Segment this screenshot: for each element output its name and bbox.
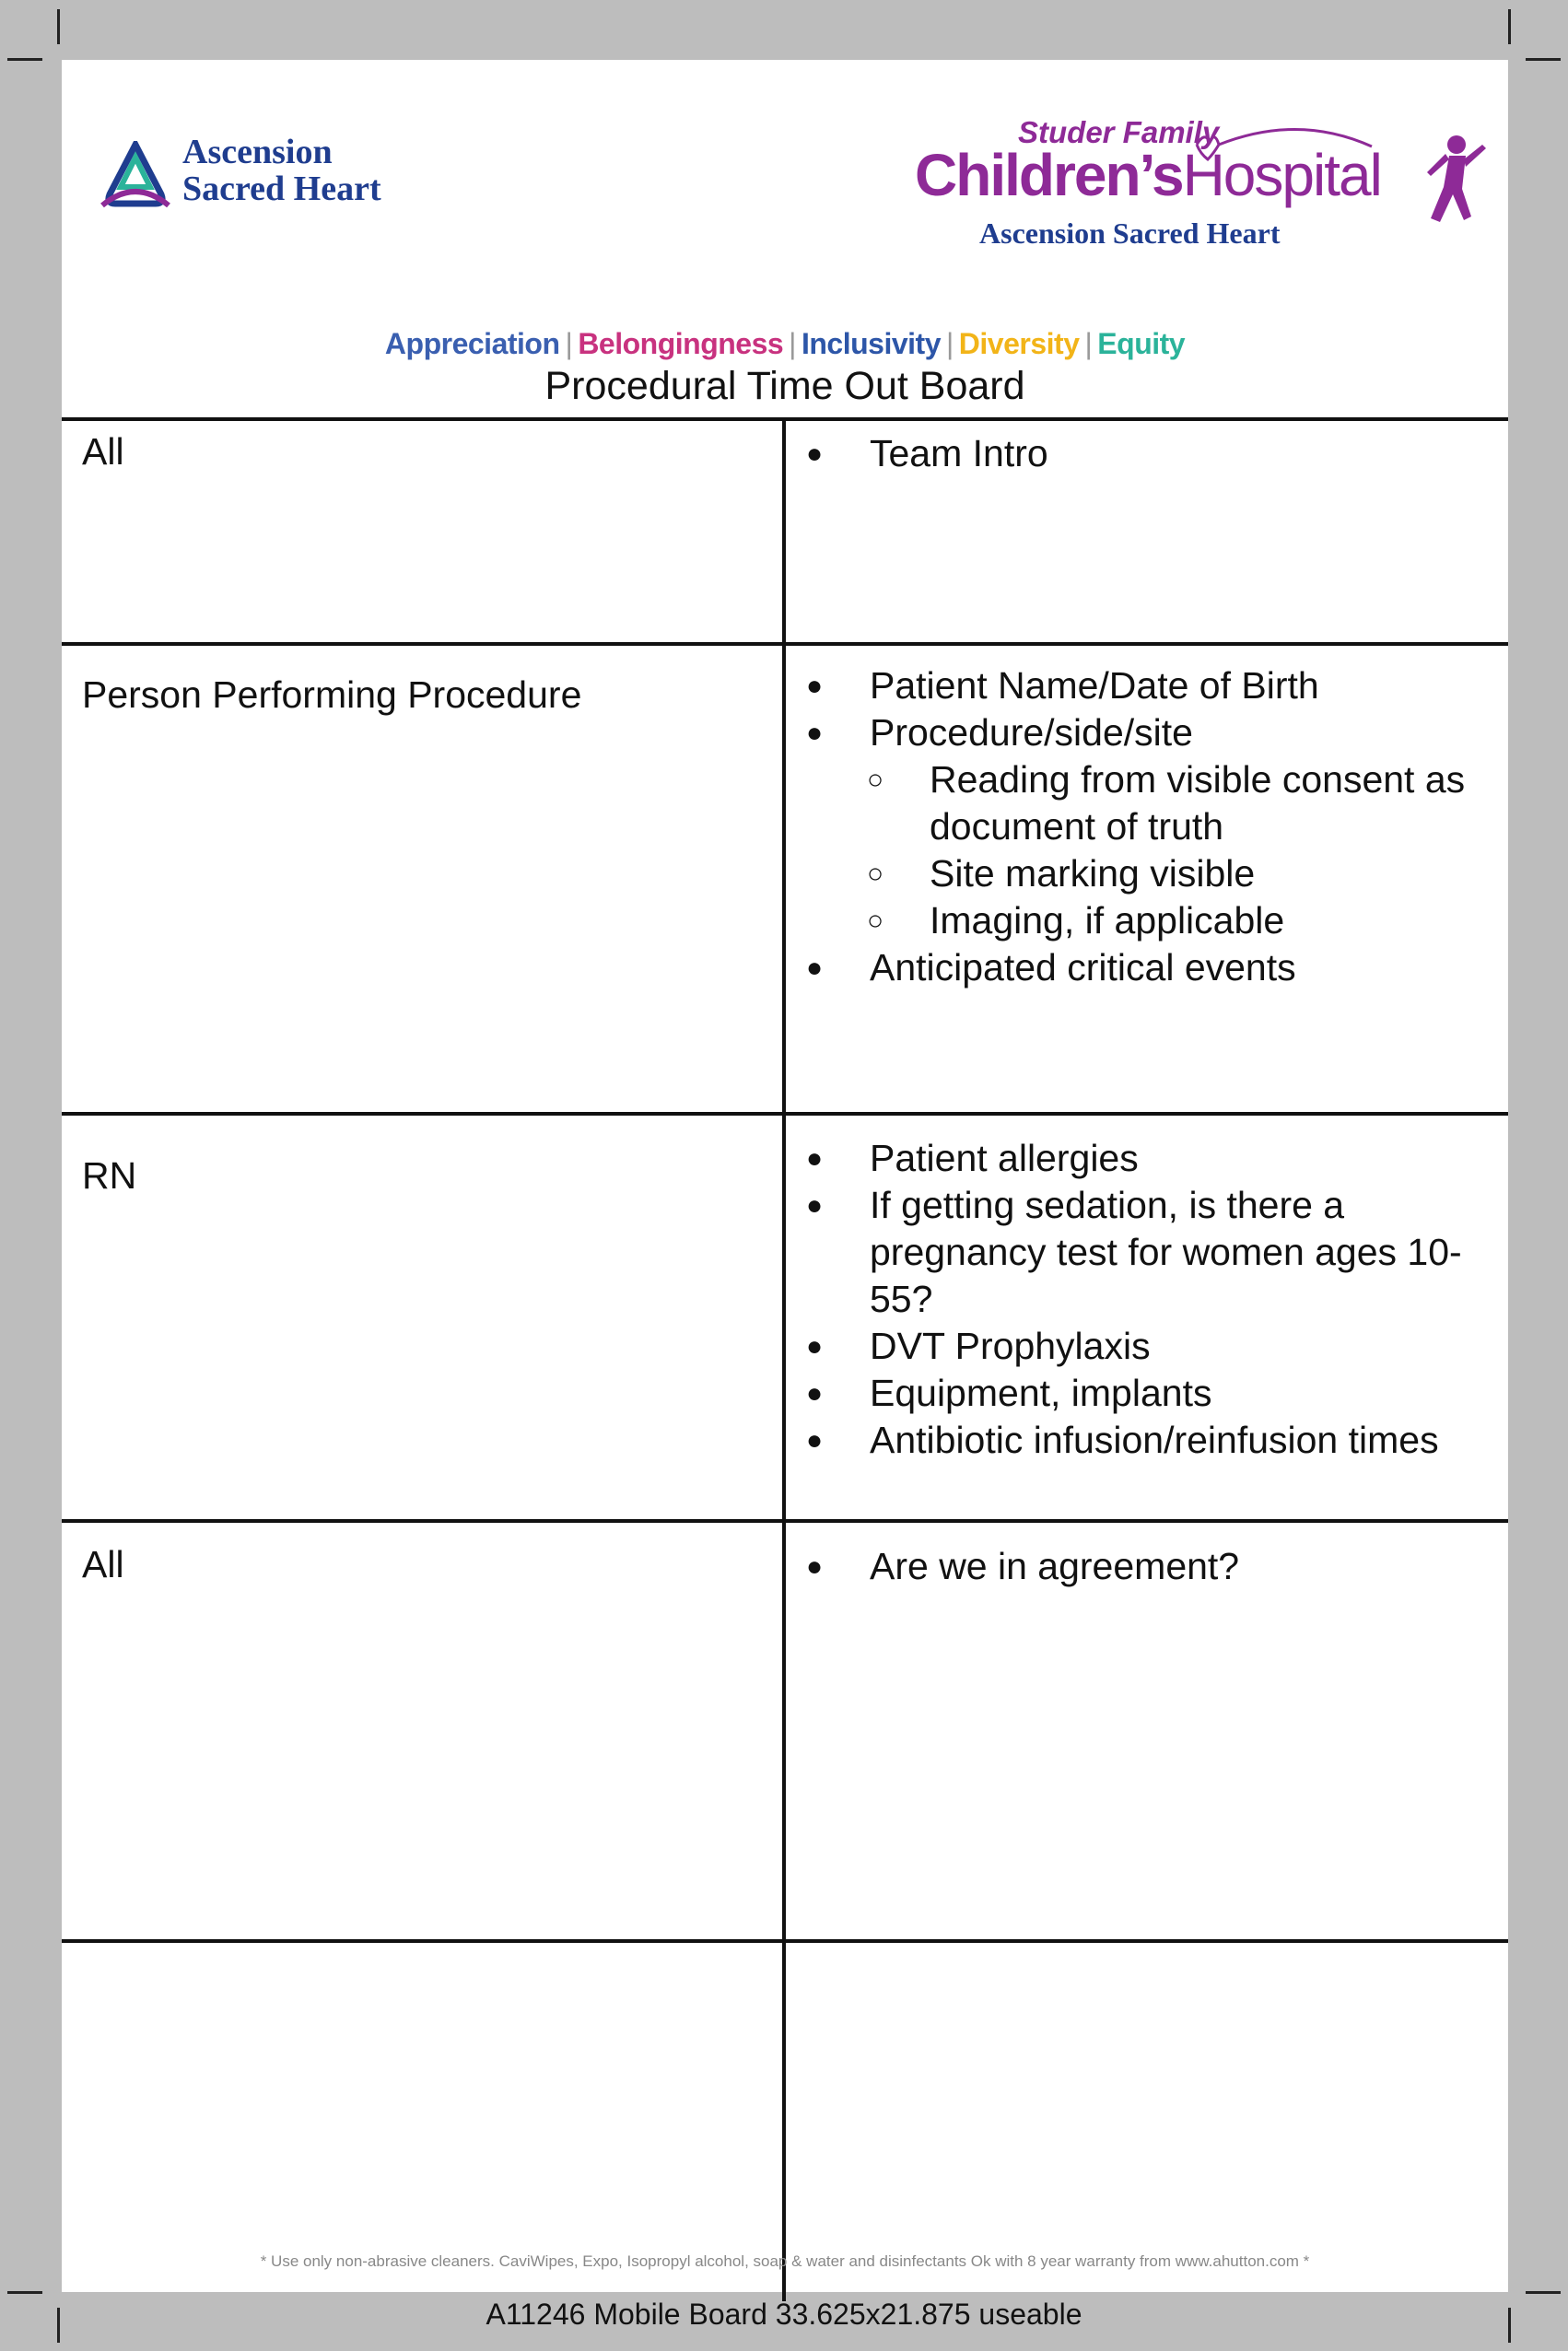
checklist-item: ● Anticipated critical events — [806, 944, 1506, 991]
value-separator: | — [565, 327, 573, 360]
board-title: Procedural Time Out Board — [544, 364, 1025, 408]
checklist-subitem: ○ Site marking visible — [806, 850, 1506, 897]
childrens-text: Children’s — [915, 142, 1183, 208]
value-belongingness: Belongingness — [578, 327, 784, 360]
crop-mark — [7, 58, 42, 61]
crop-mark — [57, 9, 60, 44]
checklist-items — [806, 1543, 1506, 1590]
checklist-item: ● Team Intro — [806, 430, 1506, 477]
value-appreciation: Appreciation — [384, 327, 560, 360]
checklist-items — [806, 1135, 1506, 1464]
checklist-subitem: ○ Reading from visible consent as document of truth — [806, 756, 1506, 850]
checklist-item: ● Antibiotic infusion/reinfusion times — [806, 1417, 1506, 1464]
studer-family-text: Studer Family — [1018, 115, 1220, 149]
board-spec-label: A11246 Mobile Board 33.625x21.875 useable — [486, 2298, 1082, 2331]
care-instructions-note: * Use only non-abrasive cleaners. CaviWipes, Expo, Isopropyl alcohol, soap & water and disinfectants Ok with 8 year warranty from www.ahutton.com * — [260, 2252, 1310, 2270]
checklist-item-text: Procedure/side/site — [870, 711, 1193, 754]
childrens-hospital-logo — [915, 115, 1486, 309]
checklist-item — [806, 709, 1506, 944]
crop-mark — [1508, 9, 1511, 44]
checklist-items — [806, 662, 1506, 991]
value-equity: Equity — [1097, 327, 1186, 360]
checklist-item: ● If getting sedation, is there a pregnancy test for women ages 10-55? — [806, 1182, 1506, 1323]
role-label-all: All — [82, 1543, 124, 1585]
checklist-item: ● DVT Prophylaxis — [806, 1323, 1506, 1370]
ascension-mark-icon — [97, 141, 174, 213]
checklist-items — [806, 430, 1506, 477]
checklist-item: ● Patient Name/Date of Birth — [806, 662, 1506, 709]
checklist-item: ● Are we in agreement? — [806, 1543, 1506, 1590]
role-label-all: All — [82, 430, 124, 473]
crop-mark — [1526, 58, 1561, 61]
value-separator: | — [789, 327, 796, 360]
childrens-hospital-text — [915, 141, 1381, 209]
role-label-rn: RN — [82, 1154, 137, 1197]
checklist-subitems — [806, 756, 1506, 944]
ascension-sacred-heart-text: Ascension Sacred Heart — [979, 216, 1281, 250]
ascension-logo-text — [182, 134, 381, 207]
whiteboard — [62, 60, 1508, 2292]
values-line — [62, 327, 1508, 361]
crop-mark — [7, 2291, 42, 2294]
checklist-item: ● Equipment, implants — [806, 1370, 1506, 1417]
checklist-item: ● Patient allergies — [806, 1135, 1506, 1182]
column-divider — [782, 417, 786, 2301]
running-child-icon — [1412, 132, 1486, 242]
role-label-person-performing-procedure: Person Performing Procedure — [82, 673, 582, 716]
checklist-subitem: ○ Imaging, if applicable — [806, 897, 1506, 944]
ascension-logo-line2: Sacred Heart — [182, 170, 381, 208]
value-diversity: Diversity — [958, 327, 1080, 360]
crop-mark — [1526, 2291, 1561, 2294]
hospital-text: Hospital — [1182, 142, 1381, 208]
value-separator: | — [1084, 327, 1093, 360]
ascension-logo — [97, 134, 484, 226]
value-separator: | — [945, 327, 954, 360]
value-inclusivity: Inclusivity — [801, 327, 941, 360]
ascension-logo-line1: Ascension — [182, 133, 333, 171]
